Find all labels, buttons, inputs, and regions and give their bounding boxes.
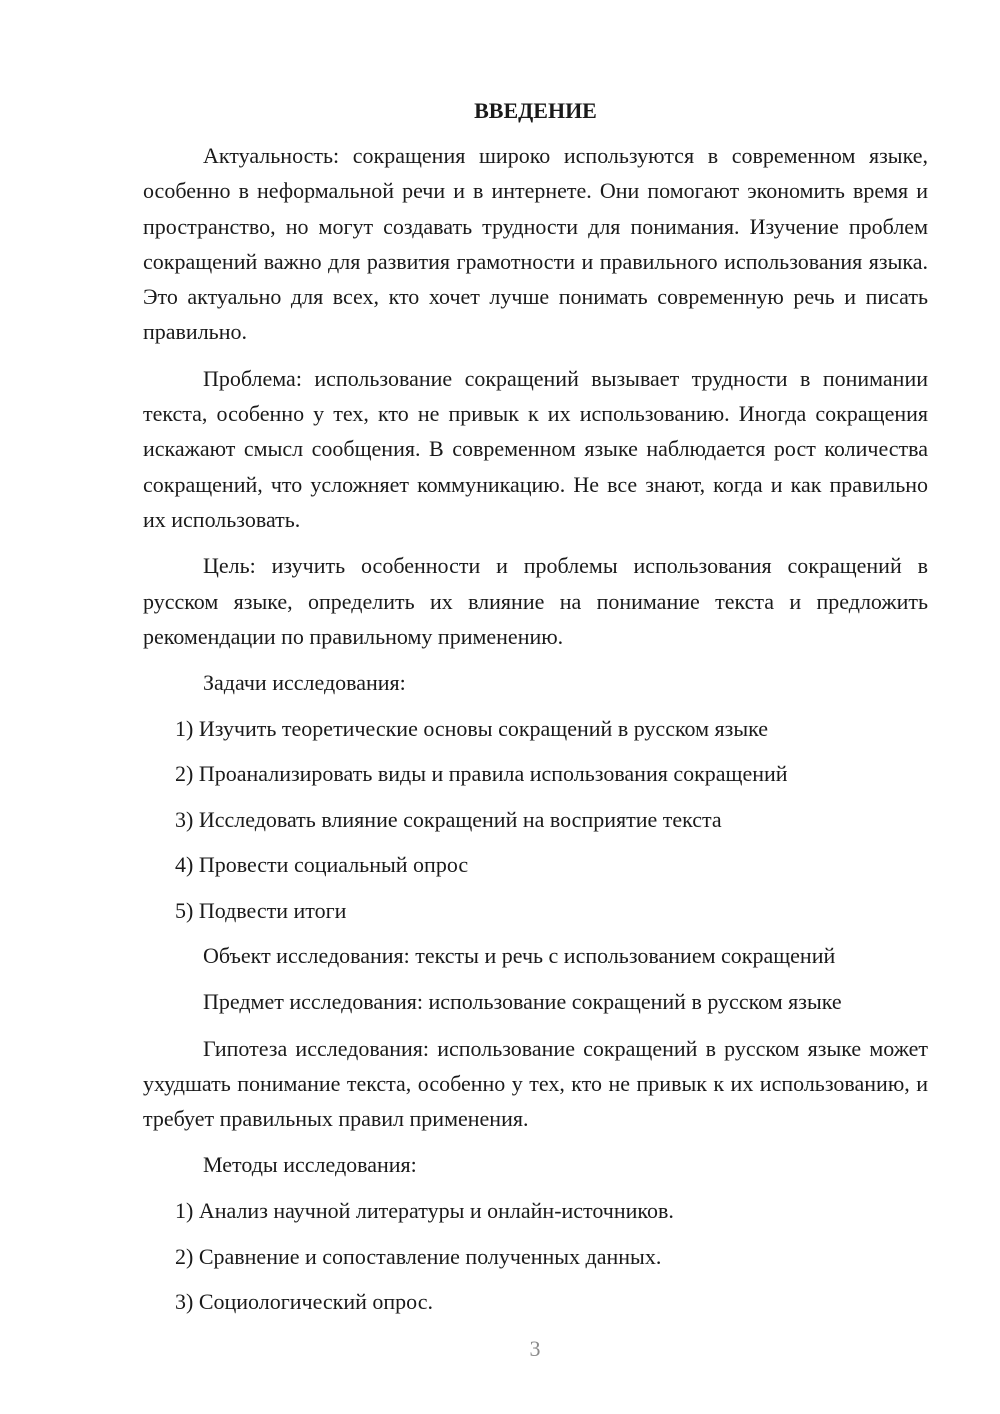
page-number: 3	[529, 1336, 541, 1361]
section-title: ВВЕДЕНИЕ	[474, 98, 597, 123]
task-item: 3) Исследовать влияние сокращений на восприятие текста	[175, 806, 722, 832]
task-item: 5) Подвести итоги	[175, 897, 347, 923]
tasks-heading: Задачи исследования:	[203, 670, 406, 696]
problem-paragraph: Проблема: использование сокращений вызывает трудности в понимании текста, особенно у тех, кто не привык к их использованию. Иногда сокращения искажают смысл сообщения. В современном языке наблюдается рост количества сокращений, что усложняет коммуникацию. Не все знают, когда и как правильно их использовать.	[143, 365, 928, 532]
goal-paragraph: Цель: изучить особенности и проблемы использования сокращений в русском языке, определить их влияние на понимание текста и предложить рекомендации по правильному применению.	[143, 553, 928, 649]
page-content	[143, 93, 928, 1319]
task-item: 1) Изучить теоретические основы сокращений в русском языке	[175, 715, 769, 741]
task-item: 4) Провести социальный опрос	[175, 852, 469, 878]
hypothesis-paragraph: Гипотеза исследования: использование сокращений в русском языке может ухудшать понимание текста, особенно у тех, кто не привык к их использованию, и требует правильных правил применения.	[143, 1035, 928, 1132]
method-item: 3) Социологический опрос.	[175, 1289, 433, 1315]
method-item: 2) Сравнение и сопоставление полученных данных.	[175, 1243, 662, 1269]
relevance-paragraph: Актуальность: сокращения широко используются в современном языке, особенно в неформальной речи и в интернете. Они помогают экономить время и пространство, но могут создавать трудности для понимания. Изучение проблем сокращений важно для развития грамотности и правильного использования языка. Это актуально для всех, кто хочет лучше понимать современную речь и писать правильно.	[143, 143, 928, 345]
task-item: 2) Проанализировать виды и правила использования сокращений	[175, 761, 788, 787]
method-item: 1) Анализ научной литературы и онлайн-источников.	[175, 1198, 674, 1224]
subject-line: Предмет исследования: использование сокращений в русском языке	[203, 989, 842, 1015]
object-line: Объект исследования: тексты и речь с использованием сокращений	[203, 943, 836, 969]
methods-heading: Методы исследования:	[203, 1152, 417, 1178]
